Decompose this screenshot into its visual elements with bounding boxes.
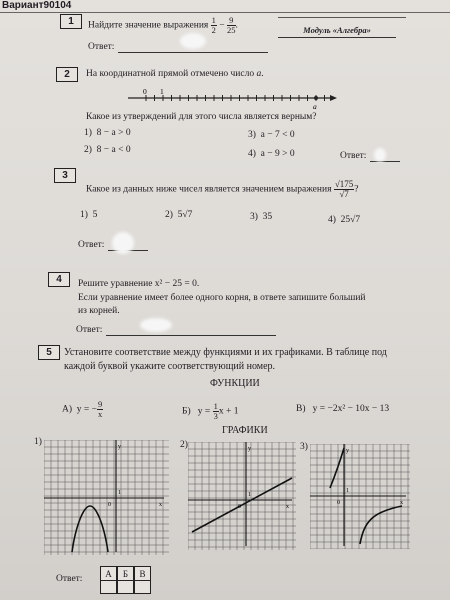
graph-1	[44, 440, 169, 555]
q1-frac2-num: 9	[227, 16, 236, 26]
q3-opt1-num: 1)	[80, 210, 88, 220]
q4-line-1: Решите уравнение x² − 25 = 0.	[78, 279, 200, 289]
function-c-letter: В)	[296, 404, 306, 414]
q3-opt3-text: 35	[262, 212, 273, 222]
q2-option-3[interactable]	[248, 130, 295, 140]
q5-answer-label: Ответ:	[56, 574, 83, 584]
function-a-letter: А)	[62, 404, 73, 415]
function-b	[182, 402, 238, 421]
q1-end: .	[235, 20, 238, 31]
module-label: Модуль «Алгебра»	[278, 23, 396, 38]
q2-text: На координатной прямой отмечено число a.	[86, 69, 264, 79]
q2-option-2[interactable]	[84, 145, 131, 155]
q1-frac2-den: 25	[227, 25, 236, 35]
q3-option-4[interactable]	[328, 215, 360, 225]
eraser-blot	[140, 318, 172, 332]
graph-3-branch-1	[330, 448, 344, 488]
graph-2-label: 2)	[180, 440, 188, 450]
q2-opt3-num: 3)	[248, 130, 256, 140]
answer-cell-a[interactable]	[100, 580, 117, 594]
q5-line-2: каждой буквой укажите соответствующий номер.	[64, 361, 276, 372]
graph-2-y: y	[248, 446, 251, 452]
q3-expr-den: √7	[339, 189, 349, 199]
eraser-blot	[374, 148, 386, 162]
eraser-blot	[180, 33, 206, 49]
graph-3-y: y	[346, 448, 349, 454]
q1-answer-label: Ответ:	[88, 42, 115, 52]
q2-answer-field[interactable]	[370, 161, 400, 162]
q3-qmark: ?	[354, 184, 359, 195]
function-c	[296, 404, 389, 414]
function-b-den: 3	[213, 411, 218, 421]
q1-fraction-2	[227, 16, 236, 35]
q2-prompt: На координатной прямой отмечено число	[86, 69, 255, 79]
function-c-text: y = −2x² − 10x − 13	[312, 404, 390, 414]
graph-2-x: x	[286, 504, 289, 510]
graph-1-label: 1)	[34, 437, 42, 447]
variant-header: Вариант90104	[2, 0, 72, 11]
answer-cell-c[interactable]	[134, 580, 151, 594]
graph-2-zero: 0	[238, 504, 241, 510]
function-b-letter: Б)	[182, 406, 191, 417]
graph-2	[188, 442, 296, 550]
eraser-blot	[112, 232, 134, 254]
q3-option-2[interactable]	[165, 210, 192, 220]
function-b-text: y =	[197, 406, 211, 417]
graph-3-x: x	[400, 500, 403, 506]
function-b-tail: x + 1	[218, 406, 239, 417]
q4-answer-field[interactable]	[106, 335, 276, 336]
q1-prompt: Найдите значение выражения	[88, 20, 209, 31]
function-a-text: y = −	[76, 404, 97, 415]
graph-1-one: 1	[118, 490, 121, 496]
q3-option-1[interactable]	[80, 210, 97, 220]
question-number-2: 2	[56, 67, 78, 82]
function-a-fraction	[97, 400, 103, 419]
q1-fraction-1	[211, 16, 217, 35]
q3-prompt: Какое из данных ниже чисел является значением выражения	[86, 184, 332, 195]
q2-option-4[interactable]	[248, 149, 295, 159]
q3-answer-label: Ответ:	[78, 240, 105, 250]
answer-cell-b[interactable]	[117, 580, 134, 594]
function-b-num: 1	[213, 401, 218, 411]
graph-3-branch-2	[360, 506, 402, 544]
q2-opt1-num: 1)	[84, 128, 92, 138]
q3-expr-num: √175	[334, 179, 354, 189]
answer-col-a: А	[100, 566, 117, 582]
q2-point-a	[314, 96, 318, 100]
question-number-3: 3	[54, 168, 76, 183]
graph-3	[310, 444, 410, 549]
question-number-4: 4	[48, 272, 70, 287]
q2-option-1[interactable]	[84, 128, 131, 138]
functions-title: ФУНКЦИИ	[210, 378, 260, 389]
q3-opt2-num: 2)	[165, 210, 173, 220]
q2-opt2-text: 8 − a < 0	[96, 145, 131, 155]
q3-opt1-text: 5	[92, 210, 98, 220]
q1-minus: −	[219, 20, 225, 31]
q3-expression	[334, 180, 354, 199]
graph-3-zero: 0	[337, 500, 340, 506]
q3-opt4-text: 25√7	[340, 215, 361, 225]
q5-line-1: Установите соответствие между функциями и их графиками. В таблице под	[64, 347, 387, 358]
q2-opt3-text: a − 7 < 0	[260, 130, 295, 140]
q3-option-3[interactable]	[250, 212, 272, 222]
q1-frac1-den: 2	[211, 25, 216, 35]
q1-answer-field[interactable]	[118, 52, 268, 53]
module-rule	[278, 17, 406, 18]
q3-opt3-num: 3)	[250, 212, 258, 222]
q4-line-3: из корней.	[78, 306, 120, 316]
graph-2-one: 1	[248, 492, 251, 498]
q2-opt2-num: 2)	[84, 145, 92, 155]
graph-1-y: y	[118, 444, 121, 450]
q2-axis-a: a	[313, 102, 317, 110]
function-a-num: 9	[98, 399, 103, 409]
question-number-1: 1	[60, 14, 82, 29]
q2-number-line	[128, 86, 338, 110]
q2-question: Какое из утверждений для этого числа является верным?	[86, 112, 317, 122]
q2-opt1-text: 8 − a > 0	[96, 128, 131, 138]
q1-text	[88, 16, 238, 35]
q3-text	[86, 180, 358, 199]
q2-opt4-num: 4)	[248, 149, 256, 159]
graph-1-zero: 0	[108, 502, 111, 508]
q2-axis-one: 1	[160, 87, 164, 96]
q3-opt2-text: 5√7	[177, 210, 193, 220]
q2-axis-zero: 0	[143, 87, 147, 96]
answer-col-b: Б	[117, 566, 134, 582]
graphs-title: ГРАФИКИ	[222, 425, 268, 436]
q2-opt4-text: a − 9 > 0	[260, 149, 295, 159]
graph-1-x: x	[159, 502, 162, 508]
q1-frac1-num: 1	[211, 15, 216, 25]
q2-answer-label: Ответ:	[340, 151, 367, 161]
graph-3-one: 1	[346, 488, 349, 494]
q2-var: a	[256, 69, 262, 79]
question-number-5: 5	[38, 345, 60, 360]
q4-line-2: Если уравнение имеет более одного корня, в ответе запишите больший	[78, 293, 366, 303]
q3-opt4-num: 4)	[328, 215, 336, 225]
answer-col-c: В	[134, 566, 151, 582]
header-rule	[0, 12, 450, 13]
graph-3-label: 3)	[300, 442, 308, 452]
q4-answer-label: Ответ:	[76, 325, 103, 335]
function-a	[62, 400, 103, 419]
function-a-den: x	[98, 409, 103, 419]
